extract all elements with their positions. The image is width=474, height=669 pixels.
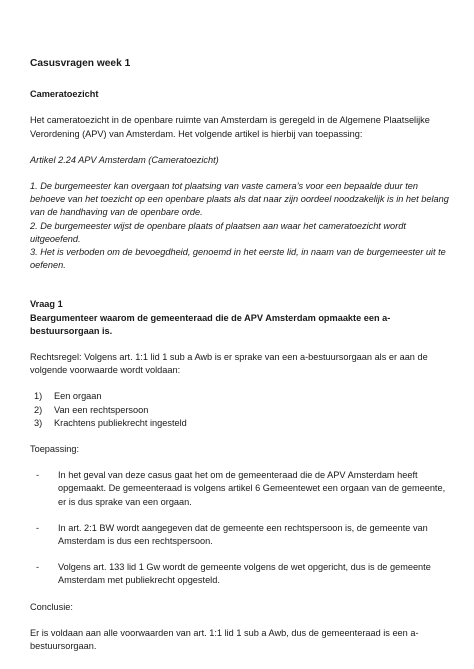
condition-item <box>30 404 450 417</box>
toepassing-text: Volgens art. 133 lid 1 Gw wordt de gemeente volgens de wet opgericht, dus is de gemeente Amsterdam met publiekrecht opgesteld. <box>58 562 431 586</box>
dash-bullet: - <box>36 562 40 573</box>
document-content <box>30 57 450 666</box>
intro-paragraph: Het cameratoezicht in de openbare ruimte van Amsterdam is geregeld in de Algemene Plaatselijke Verordening (APV) van Amsterdam. Het volgende artikel is hierbij van toepassing: <box>30 115 430 139</box>
condition-item <box>30 417 450 430</box>
toepassing-item <box>30 561 450 587</box>
condition-item <box>30 390 450 403</box>
toepassing-text: In het geval van deze casus gaat het om de gemeenteraad die de APV Amsterdam heeft opgemaakt. De gemeenteraad is volgens artikel 6 Gemeentewet een orgaan van de gemeente, er is dus sprake van een orgaan. <box>58 470 446 507</box>
conclusie-paragraph: Er is voldaan aan alle voorwaarden van art. 1:1 lid 1 sub a Awb, dus de gemeenteraad is een a-bestuursorgaan. <box>30 627 419 652</box>
toepassing-item <box>30 522 450 548</box>
condition-text: Krachtens publiekrecht ingesteld <box>54 417 187 428</box>
toepassing-text: In art. 2:1 BW wordt aangegeven dat de gemeente een rechtspersoon is, de gemeente van Amsterdam is dus een rechtspersoon. <box>58 522 428 547</box>
section-heading: Cameratoezicht <box>30 89 99 100</box>
condition-number: 3) <box>34 417 43 428</box>
rechtsregel-paragraph: Rechtsregel: Volgens art. 1:1 lid 1 sub a Awb is er sprake van een a-bestuursorgaan als er aan de volgende voorwaarde wordt voldaan: <box>30 352 428 376</box>
dash-bullet: - <box>36 470 40 481</box>
article-paragraph-3: 3. Het is verboden om de bevoegdheid, genoemd in het eerste lid, in naam van de burgemeester uit te oefenen. <box>30 247 446 271</box>
conditions-list <box>30 390 450 430</box>
condition-number: 1) <box>34 391 43 402</box>
document-title: Casusvragen week 1 <box>30 58 131 69</box>
condition-text: Een orgaan <box>54 391 102 402</box>
article-block <box>30 154 450 273</box>
toepassing-list <box>30 469 450 587</box>
article-title: Artikel 2.24 APV Amsterdam (Cameratoezicht) <box>30 154 219 165</box>
dash-bullet: - <box>36 522 40 533</box>
condition-number: 2) <box>34 404 43 415</box>
vraag-label: Vraag 1 <box>30 299 63 310</box>
article-paragraph-1: 1. De burgemeester kan overgaan tot plaatsing van vaste camera’s voor een bepaalde duur ten behoeve van het toezicht op een openbare plaats als dat naar zijn oordeel noodzakelijk is in het belang van de handhaving van de openbare orde. <box>30 181 449 218</box>
condition-text: Van een rechtspersoon <box>54 404 149 415</box>
toepassing-item <box>30 469 450 509</box>
vraag-question: Beargumenteer waarom de gemeenteraad die de APV Amsterdam opmaakte een a-bestuursorgaan is. <box>30 312 391 336</box>
toepassing-label: Toepassing: <box>30 444 80 455</box>
conclusie-label: Conclusie: <box>30 601 73 612</box>
article-paragraph-2: 2. De burgemeester wijst de openbare plaats of plaatsen aan waar het cameratoezicht wordt uitgeoefend. <box>30 220 406 244</box>
